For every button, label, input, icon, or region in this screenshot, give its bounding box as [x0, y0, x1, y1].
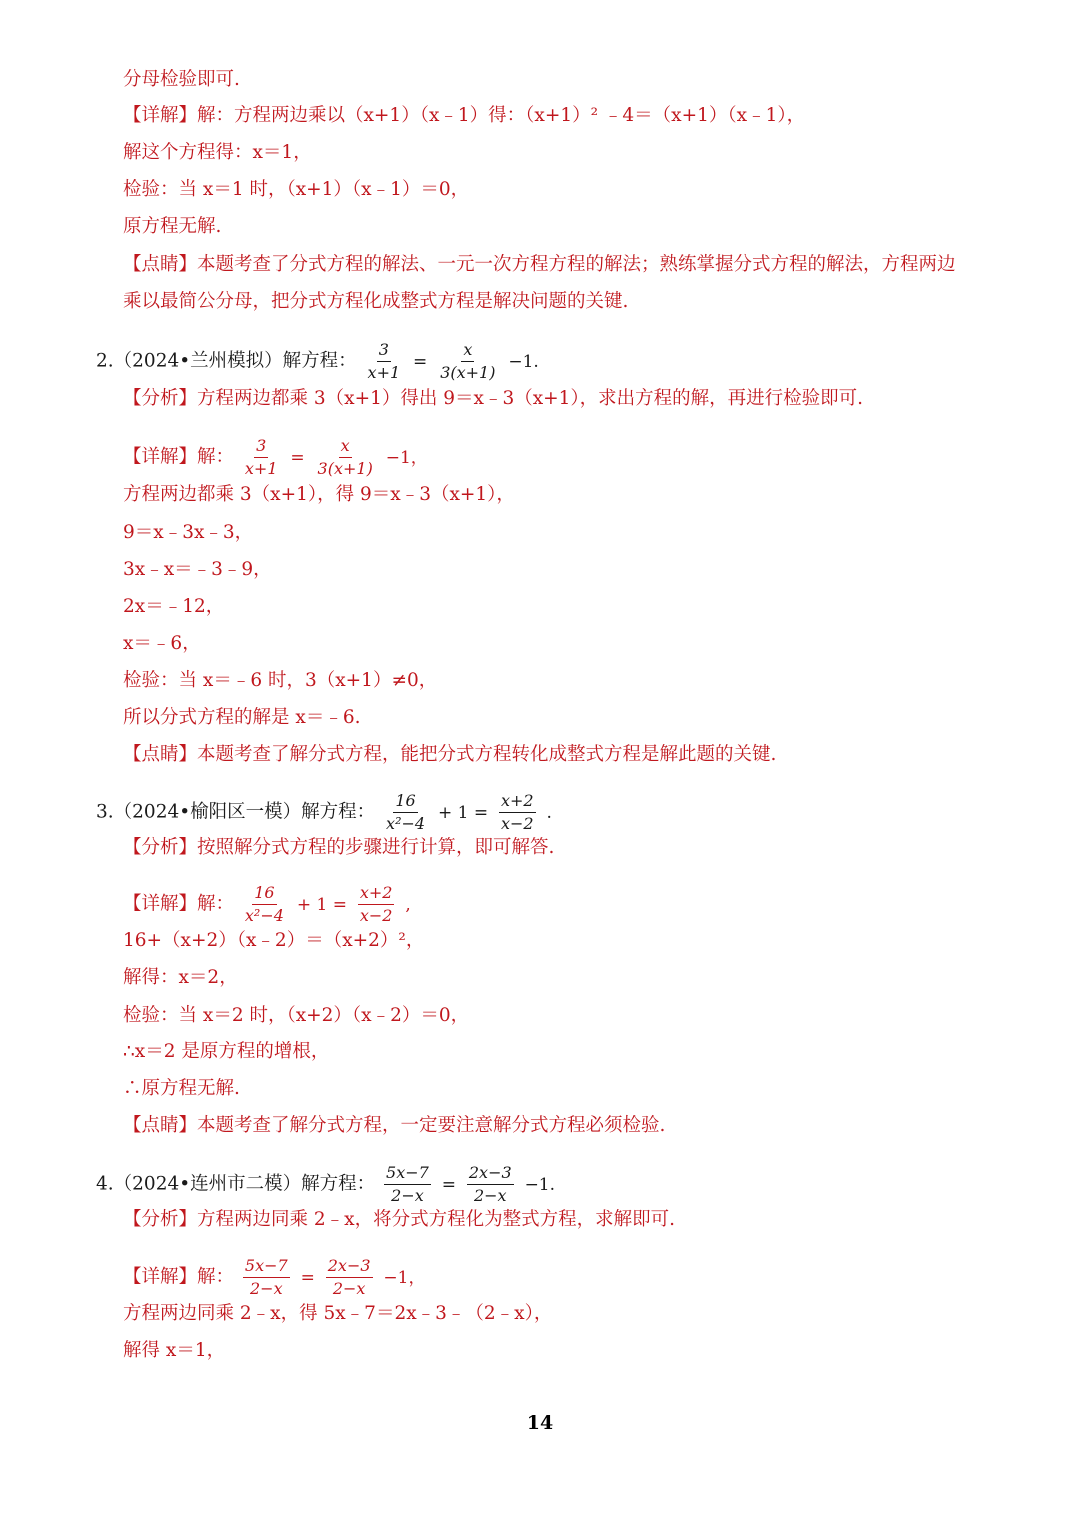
- q1-detail: 【详解】解：方程两边乘以（x+1）（x﹣1）得：（x+1）² ﹣4＝（x+1）（x﹣1），: [123, 105, 806, 126]
- q2-step: 2x＝﹣12，: [123, 596, 225, 617]
- q3-step: ∴原方程无解.: [123, 1078, 240, 1099]
- q3-detail-frac-left: $\frac{16}{\text{x²−4}}$: [244, 883, 284, 925]
- q3-frac-left: $\frac{16}{\text{x²−4}}$: [386, 791, 426, 833]
- q2-frac-right: $\frac{x}{3(x+1)}$: [440, 340, 496, 382]
- q2-detail-frac-left: $\frac{3}{x+1}$: [244, 436, 278, 478]
- q2-step: 9＝x﹣3x﹣3，: [123, 522, 254, 543]
- q4-detail-frac-right: $\frac{2x-3}{2-x}$: [327, 1256, 371, 1298]
- q4-step: 方程两边同乘 2﹣x，得 5x﹣7＝2x﹣3﹣（2﹣x），: [123, 1303, 553, 1324]
- q2-step: 检验：当 x＝﹣6 时，3（x+1）≠0，: [123, 670, 438, 691]
- page-number: 14: [526, 1412, 554, 1434]
- q1-check: 检验：当 x＝1 时，（x+1）（x﹣1）＝0，: [123, 179, 470, 200]
- q2-title: 2.（2024•兰州模拟）解方程： $\frac{3}{x+1}$ = $\frac{x}{3(x+1)}$ −1.: [96, 340, 539, 382]
- q3-analysis: 【分析】按照解分式方程的步骤进行计算，即可解答.: [123, 837, 555, 858]
- q4-prefix: 4.（2024•连州市二模）解方程：: [96, 1173, 376, 1195]
- q3-step: 解得：x＝2，: [123, 967, 238, 988]
- q3-detail: 【详解】解： $\frac{16}{\text{x²−4}}$ + 1 = $\frac{x+2}{x-2}$ ,: [123, 883, 411, 925]
- q2-prefix: 2.（2024•兰州模拟）解方程：: [96, 350, 357, 372]
- q2-comment: 【点睛】本题考查了解分式方程，能把分式方程转化成整式方程是解此题的关键.: [123, 744, 777, 765]
- q2-step: 方程两边都乘 3（x+1），得 9＝x﹣3（x+1），: [123, 484, 515, 505]
- q3-step: ∴x＝2 是原方程的增根，: [123, 1041, 330, 1062]
- q3-frac-right: $\frac{x+2}{x-2}$: [500, 791, 534, 833]
- q3-step: 检验：当 x＝2 时，（x+2）（x﹣2）＝0，: [123, 1005, 470, 1026]
- q2-step: 所以分式方程的解是 x＝﹣6.: [123, 707, 361, 728]
- q2-step: 3x﹣x＝﹣3﹣9，: [123, 559, 272, 580]
- q2-step: x＝﹣6，: [123, 633, 201, 654]
- q1-solve: 解这个方程得：x＝1，: [123, 142, 312, 163]
- q3-title: 3.（2024•榆阳区一模）解方程： $\frac{16}{\text{x²−4}}$ + 1 = $\frac{x+2}{x-2}$ .: [96, 791, 552, 833]
- q2-analysis: 【分析】方程两边都乘 3（x+1）得出 9＝x﹣3（x+1），求出方程的解，再进行检验即可.: [123, 388, 864, 409]
- q4-frac-right: $\frac{2x-3}{2-x}$: [468, 1163, 512, 1205]
- q4-analysis: 【分析】方程两边同乘 2﹣x，将分式方程化为整式方程，求解即可.: [123, 1209, 675, 1230]
- q3-step: 16+（x+2）（x﹣2）＝（x+2）²，: [123, 930, 425, 951]
- q1-conclusion: 原方程无解.: [123, 216, 222, 237]
- q4-title: 4.（2024•连州市二模）解方程： $\frac{5x-7}{2-x}$ = $\frac{2x-3}{2-x}$ −1.: [96, 1163, 556, 1205]
- q2-detail: 【详解】解： $\frac{3}{x+1}$ = $\frac{x}{3(x+1)}$ −1，: [123, 436, 428, 478]
- q1-comment-1: 【点睛】本题考查了分式方程的解法、一元一次方程方程的解法；熟练掌握分式方程的解法，方程两边: [123, 254, 956, 275]
- q4-detail: 【详解】解： $\frac{5x-7}{2-x}$ = $\frac{2x-3}{2-x}$ −1，: [123, 1256, 426, 1298]
- q1-line-1: 分母检验即可.: [123, 69, 240, 90]
- q3-prefix: 3.（2024•榆阳区一模）解方程：: [96, 801, 376, 823]
- q3-detail-frac-right: $\frac{x+2}{x-2}$: [359, 883, 393, 925]
- q4-frac-left: $\frac{5x-7}{2-x}$: [386, 1163, 429, 1205]
- q4-detail-frac-left: $\frac{5x-7}{2-x}$: [244, 1256, 288, 1298]
- q2-detail-frac-right: $\frac{x}{3(x+1)}$: [317, 436, 373, 478]
- q2-frac-left: $\frac{3}{x+1}$: [367, 340, 401, 382]
- q3-comment: 【点睛】本题考查了解分式方程，一定要注意解分式方程必须检验.: [123, 1115, 666, 1136]
- q1-comment-2: 乘以最简公分母，把分式方程化成整式方程是解决问题的关键.: [123, 291, 629, 312]
- q4-step: 解得 x＝1，: [123, 1340, 226, 1361]
